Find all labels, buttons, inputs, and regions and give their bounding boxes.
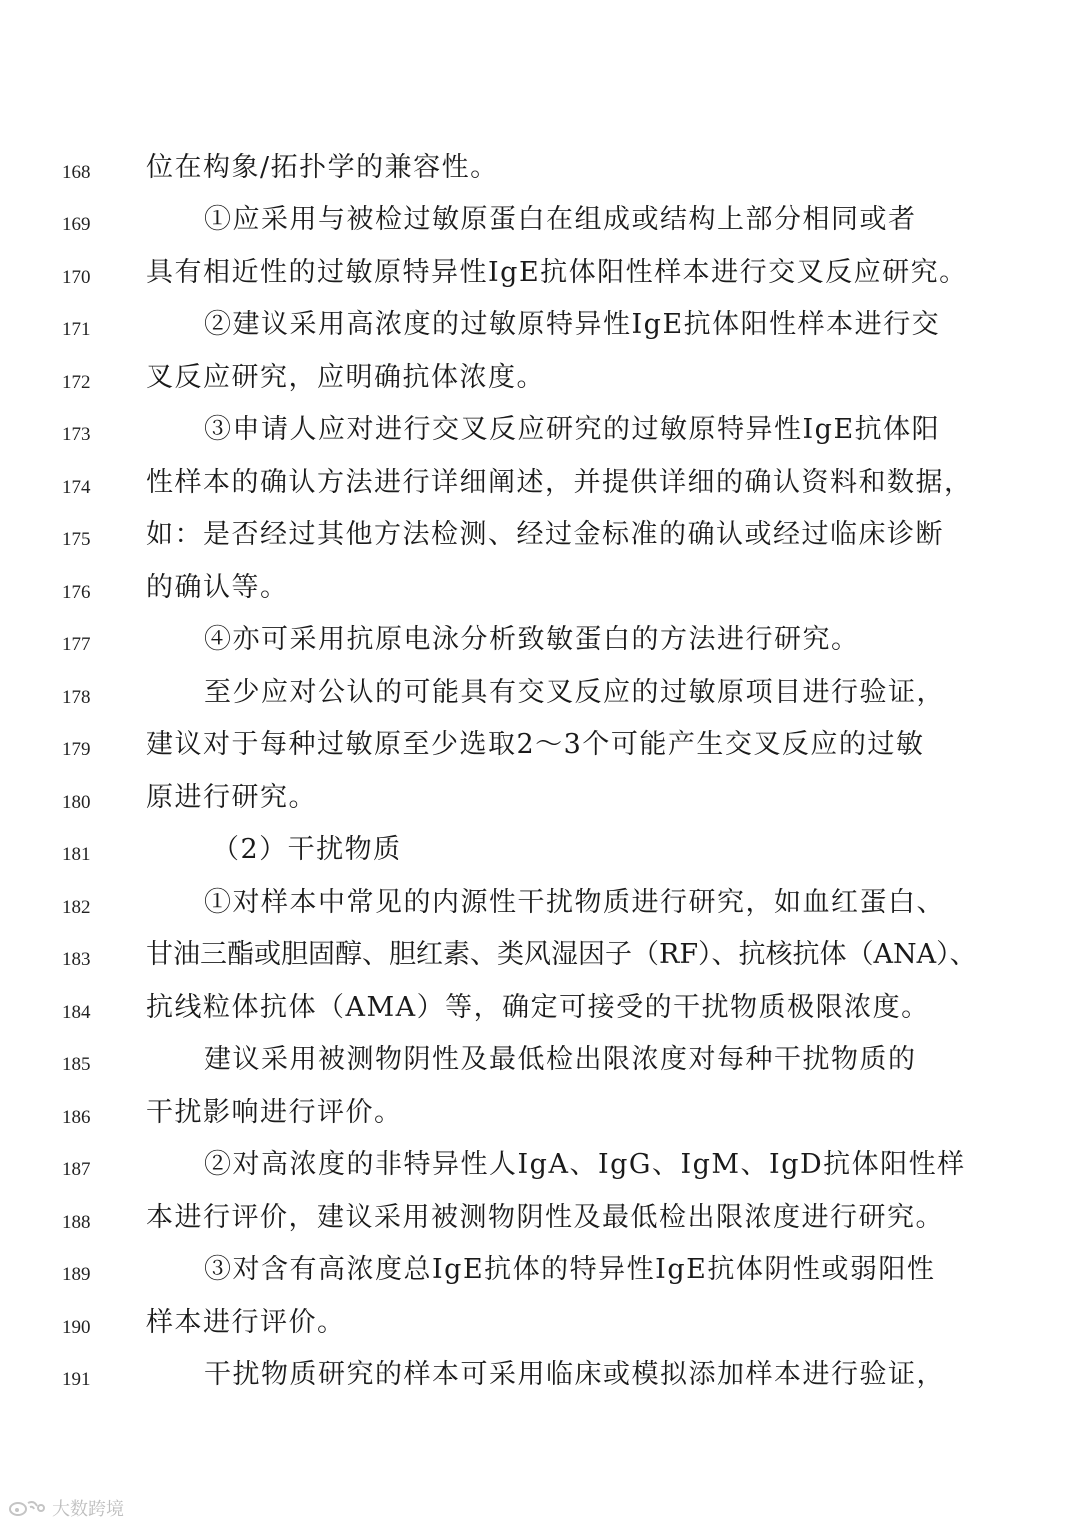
text-line xyxy=(0,568,1080,620)
weibo-style-logo-icon xyxy=(8,1498,46,1518)
text-line xyxy=(0,778,1080,830)
watermark xyxy=(8,1494,124,1522)
line-text: 如：是否经过其他方法检测、经过金标准的确认或经过临床诊断 xyxy=(146,519,944,550)
line-text: 干扰物质研究的样本可采用临床或模拟添加样本进行验证， xyxy=(204,1359,945,1390)
line-text: 至少应对公认的可能具有交叉反应的过敏原项目进行验证， xyxy=(204,677,945,708)
line-text: ②建议采用高浓度的过敏原特异性IgE抗体阳性样本进行交 xyxy=(204,309,941,340)
text-line xyxy=(0,253,1080,305)
line-number: 175 xyxy=(62,529,91,550)
line-text: 位在构象/拓扑学的兼容性。 xyxy=(146,152,499,183)
text-line xyxy=(0,725,1080,777)
text-line xyxy=(0,988,1080,1040)
text-line xyxy=(0,830,1080,882)
section-heading: （2）干扰物质 xyxy=(212,834,402,865)
text-line xyxy=(0,200,1080,252)
line-text: 抗线粒体抗体（AMA）等，确定可接受的干扰物质极限浓度。 xyxy=(146,992,930,1023)
line-number: 180 xyxy=(62,792,91,813)
text-line xyxy=(0,1093,1080,1145)
text-line xyxy=(0,1250,1080,1302)
line-text: ①对样本中常见的内源性干扰物质进行研究，如血红蛋白、 xyxy=(204,887,945,918)
line-number: 172 xyxy=(62,372,91,393)
line-text: ③对含有高浓度总IgE抗体的特异性IgE抗体阴性或弱阳性 xyxy=(204,1254,936,1285)
line-number: 171 xyxy=(62,319,91,340)
line-number: 189 xyxy=(62,1264,91,1285)
line-number: 186 xyxy=(62,1107,91,1128)
line-text: 样本进行评价。 xyxy=(146,1307,346,1338)
line-number: 179 xyxy=(62,739,91,760)
line-text: 具有相近性的过敏原特异性IgE抗体阳性样本进行交叉反应研究。 xyxy=(146,257,968,288)
line-number: 190 xyxy=(62,1317,91,1338)
line-number: 178 xyxy=(62,687,91,708)
line-text: ②对高浓度的非特异性人IgA、IgG、IgM、IgD抗体阳性样 xyxy=(204,1149,966,1180)
text-line xyxy=(0,1198,1080,1250)
text-line xyxy=(0,463,1080,515)
text-line xyxy=(0,1303,1080,1355)
text-line xyxy=(0,515,1080,567)
text-line xyxy=(0,305,1080,357)
line-text: 性样本的确认方法进行详细阐述，并提供详细的确认资料和数据， xyxy=(146,467,973,498)
line-number: 183 xyxy=(62,949,91,970)
line-number: 174 xyxy=(62,477,91,498)
line-text: 的确认等。 xyxy=(146,572,289,603)
text-line xyxy=(0,358,1080,410)
text-line xyxy=(0,935,1080,987)
text-line xyxy=(0,1355,1080,1407)
line-text: 建议对于每种过敏原至少选取2～3个可能产生交叉反应的过敏 xyxy=(146,729,925,760)
line-text: ③申请人应对进行交叉反应研究的过敏原特异性IgE抗体阳 xyxy=(204,414,941,445)
line-number: 170 xyxy=(62,267,91,288)
line-number: 181 xyxy=(62,844,91,865)
line-number: 187 xyxy=(62,1159,91,1180)
line-number: 184 xyxy=(62,1002,91,1023)
line-number: 169 xyxy=(62,214,91,235)
line-number: 176 xyxy=(62,582,91,603)
line-text: 甘油三酯或胆固醇、胆红素、类风湿因子（RF）、抗核抗体（ANA）、 xyxy=(146,939,977,970)
line-number: 188 xyxy=(62,1212,91,1233)
line-number: 173 xyxy=(62,424,91,445)
line-number: 182 xyxy=(62,897,91,918)
text-line xyxy=(0,620,1080,672)
text-line xyxy=(0,1040,1080,1092)
line-number: 168 xyxy=(62,162,91,183)
line-number: 185 xyxy=(62,1054,91,1075)
line-text: ①应采用与被检过敏原蛋白在组成或结构上部分相同或者 xyxy=(204,204,917,235)
line-number: 177 xyxy=(62,634,91,655)
line-text: 原进行研究。 xyxy=(146,782,317,813)
watermark-text: 大数跨境 xyxy=(52,1499,124,1520)
line-text: 叉反应研究，应明确抗体浓度。 xyxy=(146,362,545,393)
text-line xyxy=(0,883,1080,935)
line-text: ④亦可采用抗原电泳分析致敏蛋白的方法进行研究。 xyxy=(204,624,860,655)
text-line xyxy=(0,1145,1080,1197)
text-line xyxy=(0,410,1080,462)
line-text: 建议采用被测物阴性及最低检出限浓度对每种干扰物质的 xyxy=(204,1044,917,1075)
line-text: 本进行评价，建议采用被测物阴性及最低检出限浓度进行研究。 xyxy=(146,1202,944,1233)
text-line xyxy=(0,148,1080,200)
text-line xyxy=(0,673,1080,725)
line-text: 干扰影响进行评价。 xyxy=(146,1097,403,1128)
line-number: 191 xyxy=(62,1369,91,1390)
